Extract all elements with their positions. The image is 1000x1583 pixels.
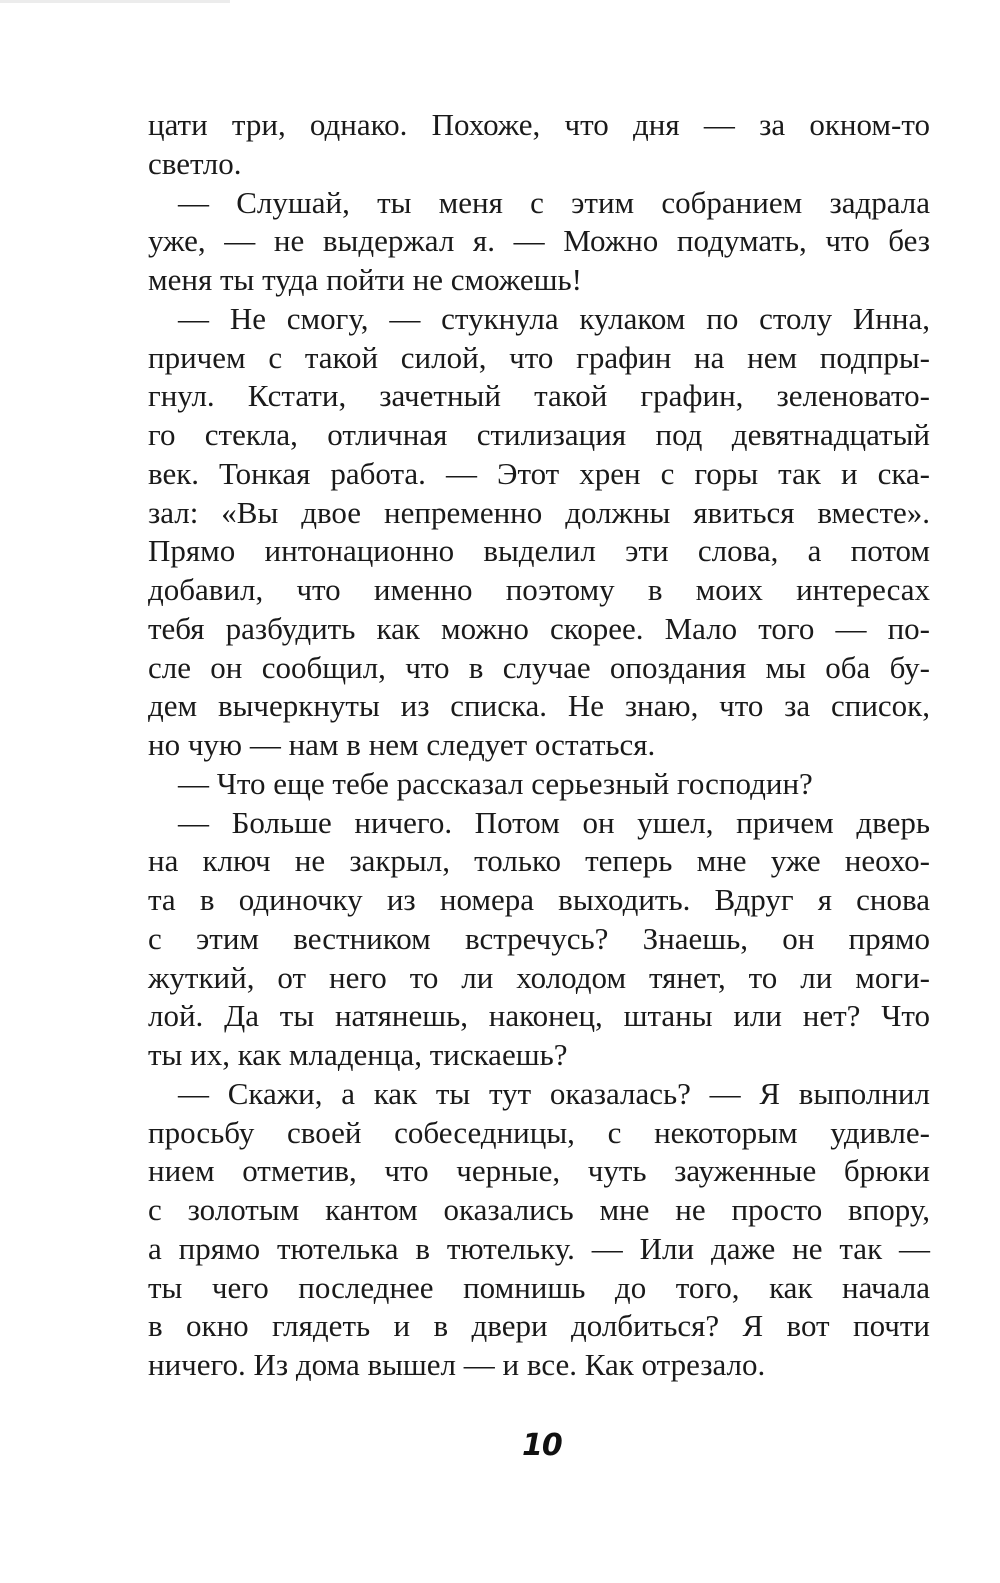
- text-line: — Слушай, ты меня с этим собранием задрала: [178, 184, 930, 220]
- paragraph: [148, 1075, 930, 1385]
- text-line: дем вычеркнуты из списка. Не знаю, что за список,: [148, 688, 930, 724]
- text-line: с золотым кантом оказались мне не просто впору,: [148, 1192, 930, 1227]
- scan-edge: [0, 0, 230, 3]
- book-page-text: [148, 106, 930, 1385]
- text-line: нием отметив, что черные, чуть зауженные брюки: [148, 1153, 930, 1189]
- paragraph: [148, 184, 930, 300]
- text-line: с этим вестником встречусь? Знаешь, он прямо: [148, 920, 930, 956]
- text-line: — Что еще тебе рассказал серьезный господин?: [178, 765, 813, 801]
- text-line: на ключ не закрыл, только теперь мне уже неохо-: [148, 843, 930, 879]
- text-line: — Не смогу, — стукнула кулаком по столу Инна,: [178, 300, 930, 336]
- page-number: 10: [522, 1428, 562, 1463]
- text-line: лой. Да ты натянешь, наконец, штаны или нет? Что: [148, 998, 930, 1034]
- text-line: зал: «Вы двое непременно должны явиться вместе».: [148, 494, 930, 530]
- text-line: жуткий, от него то ли холодом тянет, то ли моги-: [148, 959, 930, 995]
- text-line: ты чего последнее помнишь до того, как начала: [148, 1269, 930, 1305]
- paragraph: [148, 765, 930, 804]
- text-line: меня ты туда пойти не сможешь!: [148, 262, 582, 297]
- text-line: причем с такой силой, что графин на нем подпры-: [148, 339, 930, 375]
- text-line: в окно глядеть и в двери долбиться? Я вот почти: [148, 1308, 930, 1344]
- text-line: та в одиночку из номера выходить. Вдруг я снова: [148, 882, 930, 917]
- text-line: век. Тонкая работа. — Этот хрен с горы так и ска-: [148, 455, 930, 491]
- paragraph: [148, 804, 930, 1075]
- text-line: сле он сообщил, что в случае опоздания мы оба бу-: [148, 649, 930, 685]
- text-line: светло.: [148, 145, 242, 181]
- text-line: гнул. Кстати, зачетный такой графин, зеленовато-: [148, 378, 930, 414]
- text-line: уже, — не выдержал я. — Можно подумать, что без: [148, 223, 930, 259]
- text-line: цати три, однако. Похоже, что дня — за окном-то: [148, 107, 930, 142]
- text-line: добавил, что именно поэтому в моих интересах: [148, 572, 930, 607]
- text-line: ничего. Из дома вышел — и все. Как отрезало.: [148, 1347, 766, 1382]
- paragraph: [148, 300, 930, 765]
- text-line: — Больше ничего. Потом он ушел, причем дверь: [178, 804, 930, 840]
- paragraph: [148, 106, 930, 184]
- text-line: Прямо интонационно выделил эти слова, а потом: [148, 533, 930, 569]
- text-line: но чую — нам в нем следует остаться.: [148, 727, 656, 762]
- text-line: — Скажи, а как ты тут оказалась? — Я выполнил: [178, 1075, 930, 1111]
- text-line: а прямо тютелька в тютельку. — Или даже не так —: [148, 1230, 930, 1266]
- text-line: просьбу своей собеседницы, с некоторым удивле-: [148, 1114, 930, 1150]
- text-line: тебя разбудить как можно скорее. Мало того — по-: [148, 610, 930, 646]
- text-line: ты их, как младенца, тискаешь?: [148, 1037, 568, 1072]
- text-line: го стекла, отличная стилизация под девятнадцатый: [148, 417, 930, 452]
